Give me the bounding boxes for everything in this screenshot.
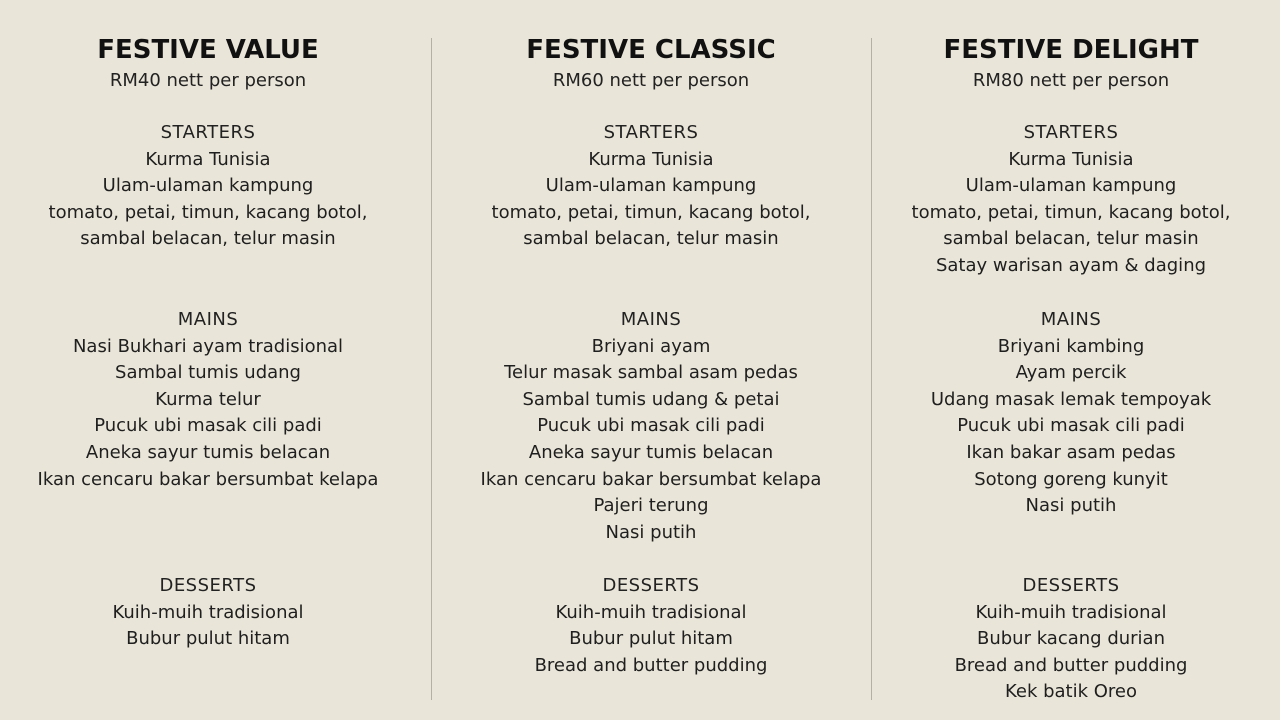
menu-festive-value xyxy=(18,32,398,702)
dish-item: tomato, petai, timun, kacang botol, xyxy=(911,201,1231,223)
dish-item: Kurma Tunisia xyxy=(145,148,271,170)
dish-item: Sotong goreng kunyit xyxy=(974,468,1168,490)
dish-item: Ulam-ulaman kampung xyxy=(102,175,314,197)
menu-festive-delight xyxy=(881,32,1261,702)
dish-item: Kurma telur xyxy=(155,388,261,410)
mains-heading: MAINS xyxy=(177,309,239,330)
menu-title: FESTIVE CLASSIC xyxy=(526,35,776,65)
desserts-section xyxy=(18,573,398,653)
dish-item: sambal belacan, telur masin xyxy=(943,228,1199,250)
desserts-heading: DESSERTS xyxy=(602,575,700,596)
dish-item: Pucuk ubi masak cili padi xyxy=(94,415,322,437)
dish-item: Aneka sayur tumis belacan xyxy=(85,441,331,463)
menu-price: RM60 nett per person xyxy=(552,70,750,91)
desserts-heading: DESSERTS xyxy=(1022,575,1120,596)
dish-item: Bubur pulut hitam xyxy=(569,628,733,650)
dish-item: Ulam-ulaman kampung xyxy=(545,175,757,197)
desserts-heading: DESSERTS xyxy=(159,575,257,596)
desserts-section xyxy=(881,573,1261,706)
dish-item: Kuih-muih tradisional xyxy=(112,601,304,623)
column-divider xyxy=(431,38,432,700)
menu-price: RM40 nett per person xyxy=(109,70,307,91)
starters-section xyxy=(881,120,1261,280)
dish-item: Pucuk ubi masak cili padi xyxy=(957,415,1185,437)
dish-item: Pucuk ubi masak cili padi xyxy=(537,415,765,437)
mains-heading: MAINS xyxy=(1040,309,1102,330)
dish-item: Ikan cencaru bakar bersumbat kelapa xyxy=(37,468,379,490)
dish-item: Sambal tumis udang xyxy=(115,362,301,384)
dish-item: Nasi putih xyxy=(605,521,697,543)
dish-item: Ulam-ulaman kampung xyxy=(965,175,1177,197)
starters-section xyxy=(461,120,841,253)
dish-item: Bubur pulut hitam xyxy=(126,628,290,650)
dish-item: Kuih-muih tradisional xyxy=(555,601,747,623)
starters-section xyxy=(18,120,398,253)
dish-item: Bread and butter pudding xyxy=(534,654,768,676)
mains-heading: MAINS xyxy=(620,309,682,330)
dish-item: Aneka sayur tumis belacan xyxy=(528,441,774,463)
dish-item: Briyani ayam xyxy=(591,335,711,357)
menu-title: FESTIVE DELIGHT xyxy=(943,35,1199,65)
dish-item: tomato, petai, timun, kacang botol, xyxy=(491,201,811,223)
dish-item: sambal belacan, telur masin xyxy=(80,228,336,250)
dish-item: Briyani kambing xyxy=(997,335,1145,357)
mains-section xyxy=(881,307,1261,520)
dish-item: Satay warisan ayam & daging xyxy=(935,254,1207,276)
dish-item: Nasi Bukhari ayam tradisional xyxy=(72,335,344,357)
dish-item: Bubur kacang durian xyxy=(976,628,1165,650)
dish-item: Pajeri terung xyxy=(593,495,709,517)
starters-heading: STARTERS xyxy=(603,122,699,143)
menu-price: RM80 nett per person xyxy=(972,70,1170,91)
dish-item: tomato, petai, timun, kacang botol, xyxy=(48,201,368,223)
dish-item: Ikan bakar asam pedas xyxy=(966,441,1176,463)
mains-section xyxy=(461,307,841,546)
dish-item: Nasi putih xyxy=(1025,495,1117,517)
dish-item: Sambal tumis udang & petai xyxy=(522,388,780,410)
starters-heading: STARTERS xyxy=(160,122,256,143)
dish-item: Bread and butter pudding xyxy=(954,654,1188,676)
dish-item: Ikan cencaru bakar bersumbat kelapa xyxy=(480,468,822,490)
desserts-section xyxy=(461,573,841,679)
dish-item: Ayam percik xyxy=(1015,362,1127,384)
menu-title: FESTIVE VALUE xyxy=(97,35,319,65)
starters-heading: STARTERS xyxy=(1023,122,1119,143)
mains-section xyxy=(18,307,398,493)
dish-item: sambal belacan, telur masin xyxy=(523,228,779,250)
dish-item: Kurma Tunisia xyxy=(588,148,714,170)
dish-item: Kek batik Oreo xyxy=(1004,681,1138,703)
column-divider xyxy=(871,38,872,700)
menu-festive-classic xyxy=(461,32,841,702)
dish-item: Kuih-muih tradisional xyxy=(975,601,1167,623)
dish-item: Kurma Tunisia xyxy=(1008,148,1134,170)
dish-item: Telur masak sambal asam pedas xyxy=(504,362,798,384)
dish-item: Udang masak lemak tempoyak xyxy=(930,388,1212,410)
